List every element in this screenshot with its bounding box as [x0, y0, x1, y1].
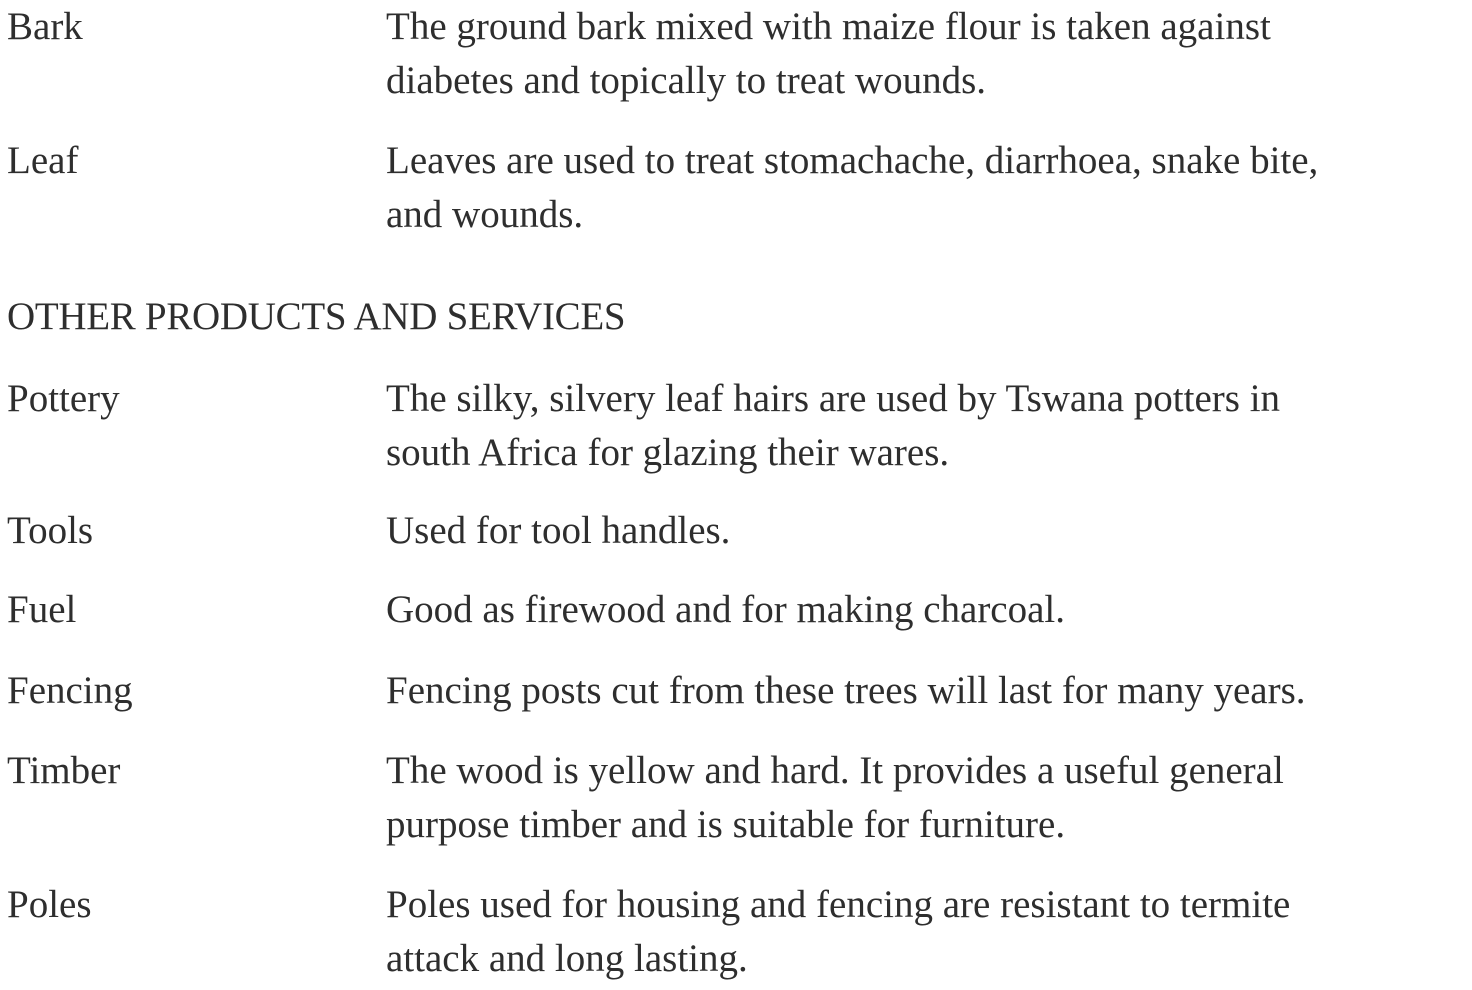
term-description: The ground bark mixed with maize flour is taken against diabetes and topically to treat wounds. [386, 5, 1271, 102]
term-label: Bark [7, 5, 83, 48]
term-description: Good as firewood and for making charcoal. [386, 588, 1066, 631]
term-description: Poles used for housing and fencing are resistant to termite attack and long lasting. [386, 883, 1291, 980]
term-label: Fencing [7, 669, 133, 712]
term-description: Used for tool handles. [386, 509, 731, 552]
section-heading: OTHER PRODUCTS AND SERVICES [7, 295, 626, 338]
term-description: Fencing posts cut from these trees will last for many years. [386, 669, 1306, 712]
term-label: Timber [7, 749, 121, 792]
term-label: Fuel [7, 588, 77, 631]
term-label: Tools [7, 509, 94, 552]
term-label: Leaf [7, 139, 79, 182]
term-description: Leaves are used to treat stomachache, diarrhoea, snake bite, and wounds. [386, 139, 1319, 236]
term-description: The silky, silvery leaf hairs are used by Tswana potters in south Africa for glazing their wares. [386, 377, 1281, 474]
term-description: The wood is yellow and hard. It provides a useful general purpose timber and is suitable for furniture. [386, 749, 1284, 846]
term-label: Poles [7, 883, 92, 926]
term-label: Pottery [7, 377, 120, 420]
